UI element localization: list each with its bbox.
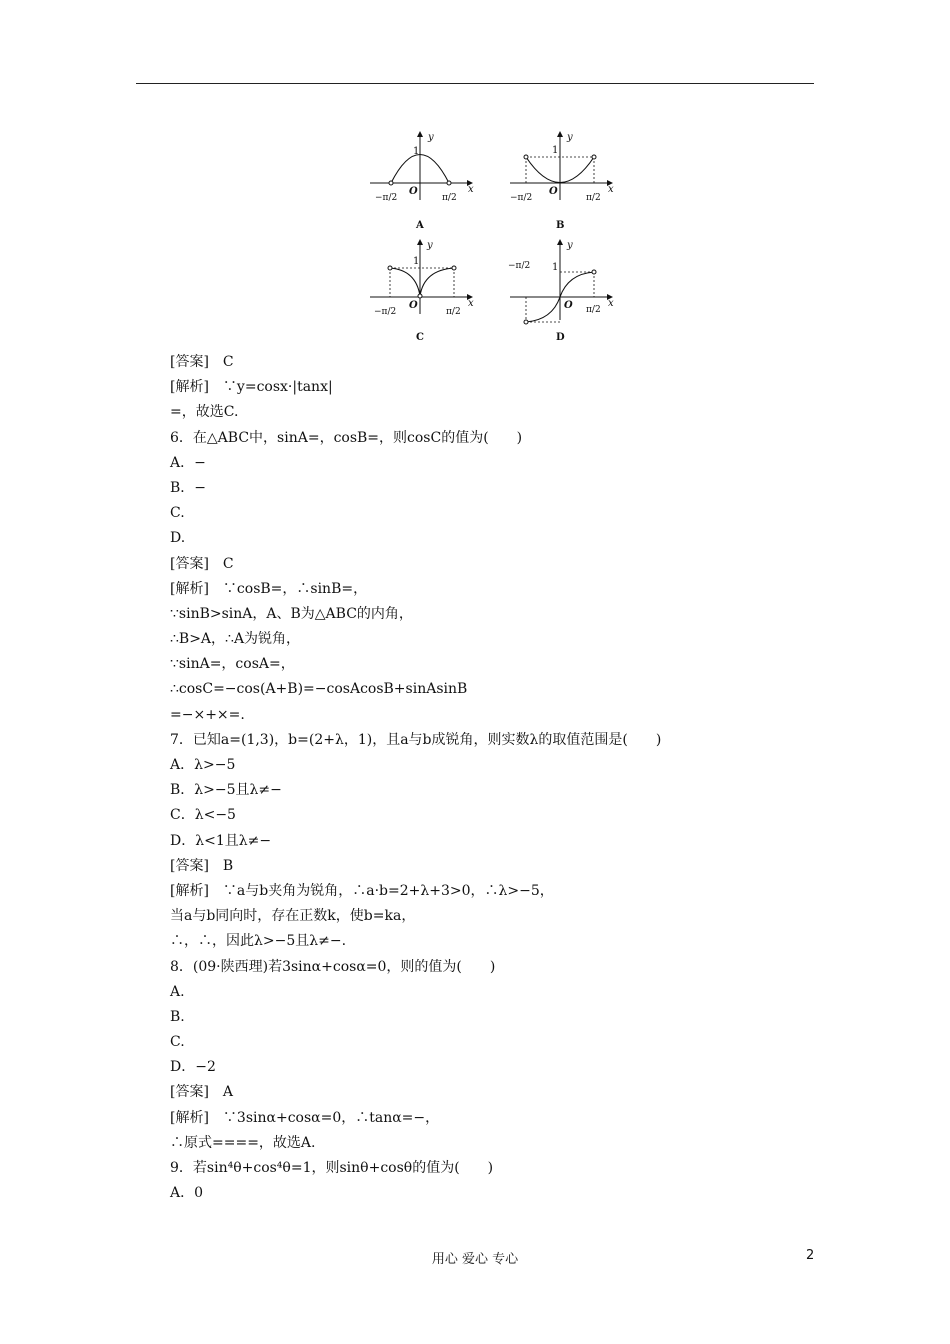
analysis-line: [解析] ∵a与b夹角为锐角，∴a·b=2+λ+3>0，∴λ>−5，	[170, 882, 554, 899]
origin-label: O	[409, 186, 418, 197]
option-d: D．−2	[170, 1059, 216, 1076]
graph-panel-b	[510, 132, 614, 231]
y-tick-1: 1	[552, 262, 559, 273]
left-tick: −π/2	[510, 193, 533, 203]
text-line: 当a与b同向时，存在正数k，使b=ka，	[170, 908, 416, 925]
answer-line: [答案] B	[170, 857, 234, 874]
y-axis-label: y	[567, 132, 573, 143]
function-graphs-figure	[360, 120, 630, 345]
text-line: ∴原式====，故选A.	[170, 1134, 316, 1151]
option-d: D．λ<1且λ≠−	[170, 832, 272, 849]
option-b: B.	[170, 1008, 185, 1025]
question-7: 7．已知a=(1,3)，b=(2+λ，1)，且a与b成锐角，则实数λ的取值范围是( )	[170, 731, 662, 748]
analysis-line: [解析] ∵cosB=，∴sinB=，	[170, 580, 368, 597]
x-axis-label: x	[608, 184, 614, 195]
text-line: =，故选C.	[170, 404, 239, 421]
y-tick-1: 1	[413, 256, 420, 267]
text-line: ∴B>A，∴A为锐角，	[170, 631, 301, 648]
option-a: A．0	[170, 1185, 204, 1202]
right-tick: π/2	[586, 193, 601, 203]
y-axis-label: y	[567, 240, 573, 251]
right-tick: π/2	[446, 307, 461, 317]
option-a: A．λ>−5	[170, 757, 236, 773]
panel-label: B	[556, 220, 565, 231]
upper-left-tick: −π/2	[508, 261, 531, 271]
question-8: 8．(09·陕西理)若3sinα+cosα=0，则的值为( )	[170, 958, 496, 975]
graphs-svg	[360, 120, 630, 345]
text-line: [答案] C	[170, 354, 234, 370]
y-axis-label: y	[427, 240, 433, 251]
option-d: D.	[170, 530, 186, 547]
text-line: ∵sinA=，cosA=，	[170, 656, 295, 673]
option-b: B．−	[170, 479, 207, 496]
left-tick: −π/2	[375, 193, 398, 203]
y-tick-1: 1	[552, 145, 559, 156]
origin-label: O	[564, 300, 573, 311]
panel-label: C	[416, 332, 424, 343]
page-footer: 用心 爱心 专心	[431, 1252, 519, 1267]
document-body	[170, 350, 830, 1206]
answer-line: [答案] C	[170, 555, 234, 572]
text-line: ∴cosC=−cos(A+B)=−cosAcosB+sinAsinB	[170, 681, 468, 698]
left-tick: −π/2	[374, 307, 397, 317]
option-a: A.	[170, 983, 185, 1000]
option-c: C.	[170, 1034, 185, 1051]
right-tick: π/2	[442, 193, 457, 203]
graph-panel-d	[508, 240, 614, 343]
text-line: =−×+×=.	[170, 706, 245, 723]
page-number: 2	[806, 1248, 815, 1263]
x-axis-label: x	[468, 298, 474, 309]
option-c: C.	[170, 505, 185, 522]
option-a: A．−	[170, 454, 206, 471]
origin-label: O	[409, 300, 418, 311]
y-axis-label: y	[428, 132, 434, 143]
origin-label: O	[549, 186, 558, 197]
header-rule	[136, 83, 814, 84]
panel-label: A	[416, 220, 424, 231]
y-tick-1: 1	[413, 146, 420, 157]
graph-panel-a	[370, 132, 474, 231]
question-9: 9．若sin⁴θ+cos⁴θ=1，则sinθ+cosθ的值为( )	[170, 1160, 494, 1176]
text-line: ∵sinB>sinA，A、B为△ABC的内角，	[170, 605, 413, 622]
panel-label: D	[556, 332, 565, 343]
x-axis-label: x	[608, 298, 614, 309]
option-b: B．λ>−5且λ≠−	[170, 782, 282, 799]
text-line: ∴，∴，因此λ>−5且λ≠−.	[170, 933, 347, 950]
right-tick: π/2	[586, 305, 601, 315]
curve-c	[390, 268, 454, 296]
answer-line: [答案] A	[170, 1084, 234, 1101]
option-c: C．λ<−5	[170, 807, 236, 824]
text-line: [解析] ∵y=cosx·|tanx|	[170, 379, 333, 396]
x-axis-label: x	[468, 184, 474, 195]
graph-panel-c	[370, 240, 474, 343]
analysis-line: [解析] ∵3sinα+cosα=0，∴tanα=−，	[170, 1109, 440, 1126]
question-6: 6．在△ABC中，sinA=，cosB=，则cosC的值为( )	[170, 429, 523, 446]
